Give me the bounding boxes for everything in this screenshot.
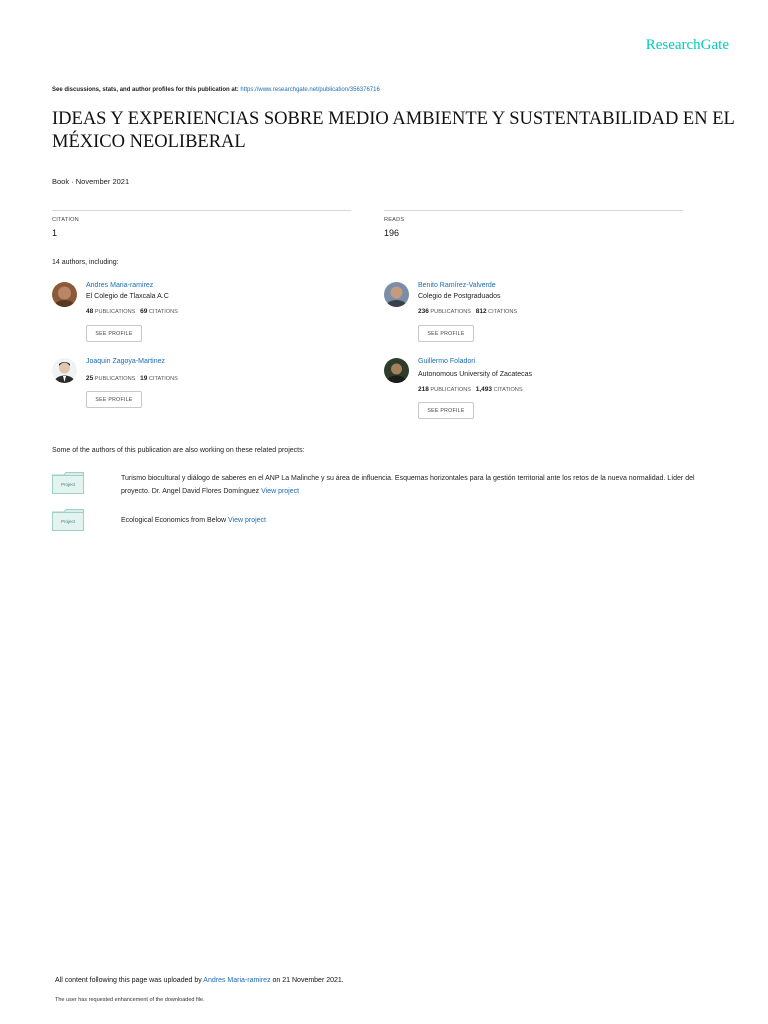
publications-label: PUBLICATIONS: [94, 309, 136, 315]
author-card: [52, 358, 372, 413]
author-name-link[interactable]: Joaquin Zagoya-Martinez: [86, 358, 165, 365]
author-card: [384, 358, 704, 420]
project-icon-label: Project: [60, 482, 75, 487]
citations-label: CITATIONS: [493, 387, 523, 393]
author-card: [384, 282, 704, 342]
citations-count: 1,493: [475, 386, 492, 393]
citations-count: 69: [140, 308, 148, 315]
person-photo-icon: [52, 282, 77, 307]
upload-note: [55, 977, 344, 984]
see-profile-button[interactable]: SEE PROFILE: [86, 391, 142, 408]
author-stats: [86, 375, 178, 382]
author-name-link[interactable]: Benito Ramírez-Valverde: [418, 282, 496, 289]
person-photo-icon: [384, 282, 409, 307]
discussion-note-text: See discussions, stats, and author profiles for this publication at:: [52, 87, 239, 93]
project-description: [121, 472, 706, 498]
reads-label: READS: [384, 217, 405, 223]
author-card: [52, 282, 372, 342]
publications-label: PUBLICATIONS: [430, 309, 472, 315]
author-name-link[interactable]: Guillermo Foladori: [418, 358, 476, 365]
publications-count: 218: [418, 386, 429, 393]
author-name-link[interactable]: Andres Maria-ramirez: [86, 282, 154, 289]
publication-url-link[interactable]: https://www.researchgate.net/publication/356376716: [240, 87, 380, 93]
discussion-note: [52, 87, 380, 93]
enhancement-note: The user has requested enhancement of the downloaded file.: [55, 997, 205, 1003]
uploader-link[interactable]: Andres Maria-ramirez: [203, 977, 271, 984]
citations-label: CITATIONS: [148, 376, 178, 382]
project-text: Turismo biocultural y diálogo de saberes en el ANP La Malinche y su área de influencia. Esquemas horizontales para la gestión territorial ante los retos de la nueva normalidad. Líder del proyecto. Dr. Angel David Flores Domínguez: [121, 475, 695, 495]
author-institution: El Colegio de Tlaxcala A.C: [86, 293, 169, 300]
reads-divider: [384, 210, 683, 211]
author-stats: [418, 308, 517, 315]
see-profile-button[interactable]: SEE PROFILE: [418, 402, 474, 419]
see-profile-button[interactable]: SEE PROFILE: [86, 325, 142, 342]
avatar[interactable]: [52, 282, 77, 307]
project-folder-icon[interactable]: [52, 509, 84, 531]
related-projects-heading: Some of the authors of this publication are also working on these related projects:: [52, 447, 305, 454]
publication-title: IDEAS Y EXPERIENCIAS SOBRE MEDIO AMBIENTE Y SUSTENTABILIDAD EN EL MÉXICO NEOLIBERAL: [52, 109, 735, 152]
citations-label: CITATIONS: [148, 309, 178, 315]
publications-count: 236: [418, 308, 429, 315]
citation-label: CITATION: [52, 217, 79, 223]
see-profile-button[interactable]: SEE PROFILE: [418, 325, 474, 342]
project-icon-label: Project: [60, 519, 75, 524]
publications-label: PUBLICATIONS: [94, 376, 136, 382]
reads-count: 196: [384, 228, 400, 238]
author-stats: [418, 386, 523, 393]
citations-count: 19: [140, 375, 148, 382]
publications-count: 48: [86, 308, 94, 315]
author-institution: Autonomous University of Zacatecas: [418, 371, 532, 378]
publication-meta: Book · November 2021: [52, 177, 130, 186]
citation-divider: [52, 210, 351, 211]
citations-label: CITATIONS: [488, 309, 518, 315]
upload-note-prefix: All content following this page was uploaded by: [55, 977, 202, 984]
upload-note-suffix: on 21 November 2021.: [272, 977, 344, 984]
view-project-link[interactable]: View project: [228, 517, 267, 524]
avatar[interactable]: [384, 358, 409, 383]
citation-count: 1: [52, 228, 58, 238]
view-project-link[interactable]: View project: [261, 488, 300, 495]
project-description: [121, 514, 706, 527]
researchgate-logo[interactable]: ResearchGate: [645, 37, 729, 53]
avatar[interactable]: [384, 282, 409, 307]
person-photo-icon: [52, 358, 77, 383]
citations-count: 812: [475, 308, 487, 315]
project-folder-icon[interactable]: [52, 472, 84, 494]
person-photo-icon: [384, 358, 409, 383]
author-institution: Colegio de Postgraduados: [418, 293, 501, 300]
author-stats: [86, 308, 178, 315]
publications-label: PUBLICATIONS: [430, 387, 472, 393]
publications-count: 25: [86, 375, 94, 382]
avatar[interactable]: [52, 358, 77, 383]
authors-heading: 14 authors, including:: [52, 259, 119, 266]
project-text: Ecological Economics from Below: [121, 517, 227, 524]
